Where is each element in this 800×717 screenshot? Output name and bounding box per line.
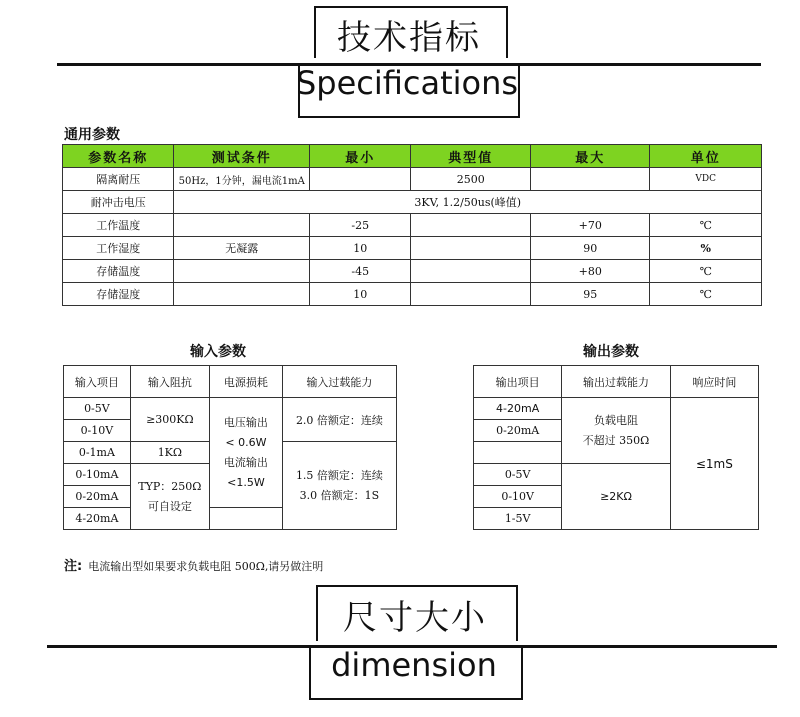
param-name: 存储湿度	[63, 283, 174, 306]
param-typ	[411, 214, 531, 237]
input-item: 4-20mA	[64, 508, 131, 530]
param-min: -25	[310, 214, 411, 237]
output-item	[474, 442, 562, 464]
overload-voltage: 2.0 倍额定：连续	[282, 398, 396, 442]
col-header: 参数名称	[63, 145, 174, 168]
dim-title-zh: 尺寸大小	[343, 598, 487, 638]
param-typ	[411, 283, 531, 306]
table-row	[63, 168, 762, 191]
param-max	[530, 168, 650, 191]
input-item: 0-20mA	[64, 486, 131, 508]
output-item: 0-10V	[474, 486, 562, 508]
table-row	[474, 398, 759, 420]
col-header: 最大	[530, 145, 650, 168]
param-typ	[411, 237, 531, 260]
col-header: 测试条件	[174, 145, 310, 168]
table-row	[63, 260, 762, 283]
table-row	[64, 398, 397, 420]
param-max: +70	[530, 214, 650, 237]
output-item: 4-20mA	[474, 398, 562, 420]
param-typ	[411, 260, 531, 283]
table-row	[63, 237, 762, 260]
param-name: 存储温度	[63, 260, 174, 283]
param-condition	[174, 283, 310, 306]
power-loss-cell	[209, 398, 282, 508]
output-item: 0-5V	[474, 464, 562, 486]
general-params-title: 通用参数	[64, 127, 120, 143]
input-item: 0-5V	[64, 398, 131, 420]
param-name: 耐冲击电压	[63, 191, 174, 214]
col-header: 单位	[650, 145, 762, 168]
param-max: +80	[530, 260, 650, 283]
param-unit: ℃	[650, 260, 762, 283]
param-min: 10	[310, 237, 411, 260]
power-loss-voltage-value: < 0.6W	[225, 435, 267, 449]
table-header-row	[474, 366, 759, 398]
power-loss-current-value: <1.5W	[227, 475, 265, 489]
param-name: 隔离耐压	[63, 168, 174, 191]
input-impedance-1ma: 1KΩ	[130, 442, 209, 464]
param-min: 10	[310, 283, 411, 306]
param-span-value: 3KV, 1.2/50us(峰值)	[174, 191, 762, 214]
output-load-label: 负载电阻	[593, 413, 638, 427]
spec-title-zh: 技术指标	[337, 18, 481, 58]
footnote-label: 注:	[64, 559, 83, 574]
param-min: -45	[310, 260, 411, 283]
col-header: 输入过载能力	[282, 366, 396, 398]
footnote-text: 电流输出型如果要求负载电阻 500Ω,请另做注明	[88, 560, 324, 573]
output-item: 0-20mA	[474, 420, 562, 442]
dim-title-en: dimension	[331, 646, 497, 684]
table-row	[63, 191, 762, 214]
input-impedance-typ: TYP：250Ω	[138, 479, 202, 493]
input-impedance-custom: 可自设定	[147, 499, 192, 513]
param-condition	[174, 260, 310, 283]
col-header: 输入项目	[64, 366, 131, 398]
power-loss-voltage-label: 电压输出	[223, 415, 268, 429]
col-header: 电源损耗	[209, 366, 282, 398]
input-item: 0-10V	[64, 420, 131, 442]
col-header: 输出项目	[474, 366, 562, 398]
param-condition	[174, 214, 310, 237]
table-row	[63, 283, 762, 306]
input-impedance-current	[130, 464, 209, 530]
input-impedance-voltage: ≥300KΩ	[130, 398, 209, 442]
param-unit: %	[650, 237, 762, 260]
param-unit: VDC	[650, 168, 762, 191]
param-max: 95	[530, 283, 650, 306]
output-load-max: 不超过 350Ω	[582, 433, 650, 447]
overload-current-cell	[282, 442, 396, 530]
output-params-title: 输出参数	[583, 344, 639, 360]
table-header-row	[64, 366, 397, 398]
output-item: 1-5V	[474, 508, 562, 530]
spec-title-en: Specifications	[295, 64, 519, 102]
response-time: ≤1mS	[670, 398, 758, 530]
table-row	[63, 214, 762, 237]
param-unit: ℃	[650, 214, 762, 237]
param-unit: ℃	[650, 283, 762, 306]
output-params-table	[473, 365, 759, 530]
input-item: 0-10mA	[64, 464, 131, 486]
input-params-title: 输入参数	[190, 344, 246, 360]
col-header: 典型值	[411, 145, 531, 168]
param-condition: 无凝露	[174, 237, 310, 260]
col-header: 输出过载能力	[562, 366, 670, 398]
output-load-current	[562, 398, 670, 464]
col-header: 响应时间	[670, 366, 758, 398]
table-header-row	[63, 145, 762, 168]
col-header: 最小	[310, 145, 411, 168]
general-params-table	[62, 144, 762, 306]
col-header: 输入阻抗	[130, 366, 209, 398]
param-condition: 50Hz，1分钟，漏电流1mA	[174, 168, 310, 191]
param-min	[310, 168, 411, 191]
param-name: 工作湿度	[63, 237, 174, 260]
power-loss-current-label: 电流输出	[223, 455, 268, 469]
param-max: 90	[530, 237, 650, 260]
overload-current-continuous: 1.5 倍额定：连续	[295, 468, 383, 482]
footnote	[64, 555, 323, 574]
power-loss-empty	[209, 508, 282, 530]
overload-current-1s: 3.0 倍额定：1S	[299, 488, 380, 502]
output-load-voltage: ≥2KΩ	[562, 464, 670, 530]
param-typ: 2500	[411, 168, 531, 191]
input-params-table	[63, 365, 397, 530]
input-item: 0-1mA	[64, 442, 131, 464]
param-name: 工作温度	[63, 214, 174, 237]
